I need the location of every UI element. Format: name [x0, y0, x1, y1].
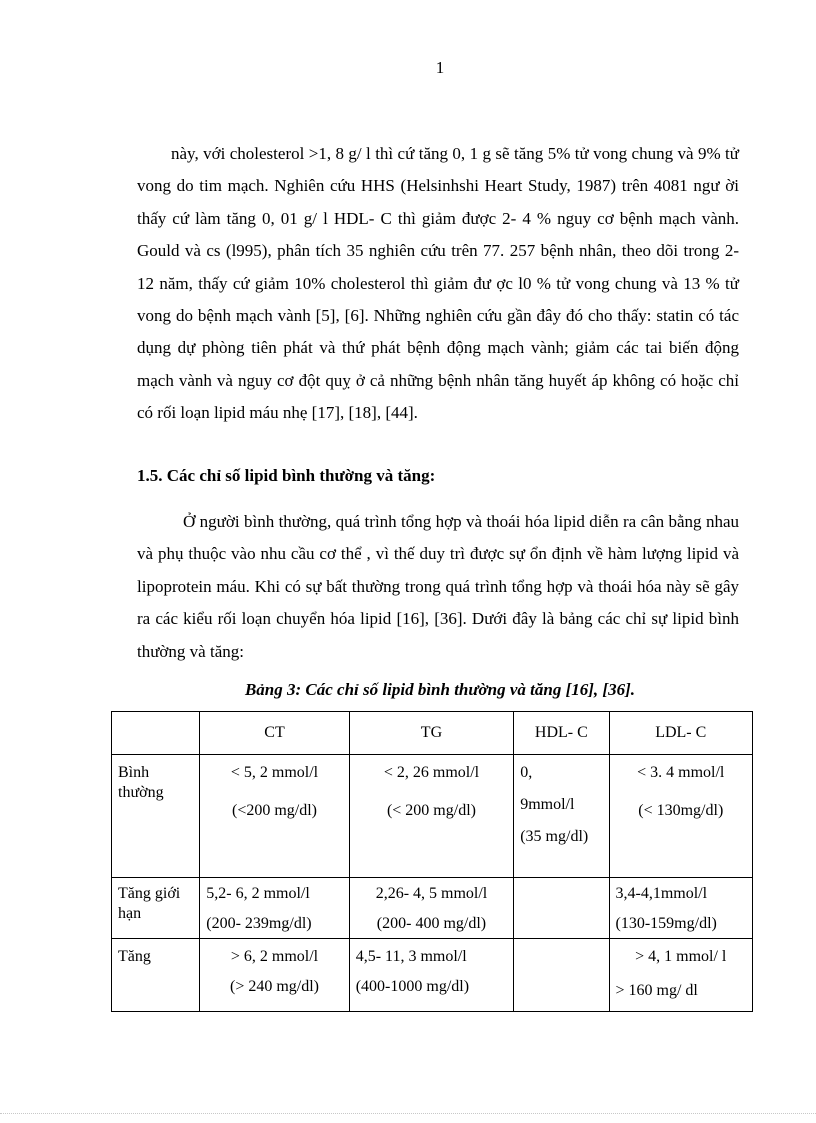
row-label: Bình thường — [112, 755, 200, 878]
cell-tg — [349, 755, 514, 878]
header-cell-hdl: HDL- C — [514, 712, 609, 755]
table-row — [112, 939, 753, 1012]
cell-ldl — [609, 939, 752, 1012]
header-cell-empty — [112, 712, 200, 755]
cell-value: 9mmol/l — [520, 796, 575, 813]
cell-ct — [200, 878, 349, 939]
cell-value: 2,26- 4, 5 mmol/l — [375, 885, 488, 902]
table-caption: Bảng 3: Các chỉ số lipid bình thường và tăng [16], [36]. — [244, 680, 636, 699]
cell-value: 5,2- 6, 2 mmol/l — [206, 885, 310, 902]
page-bottom-rule — [0, 1113, 816, 1114]
table-row — [112, 755, 753, 878]
cell-ldl — [609, 755, 752, 878]
cell-value: (< 130mg/dl) — [638, 802, 724, 819]
cell-value: (35 mg/dl) — [520, 828, 589, 845]
paragraph-2: Ở người bình thường, quá trình tổng hợp và thoái hóa lipid diễn ra cân bằng nhau và phụ thuộc vào nhu cầu cơ thể , vì thế duy trì được sự ổn định về hàm lượng lipid và lipoprotein máu. Khi có sự bất thường trong quá trình tổng hợp và thoái hóa này sẽ gây ra các kiểu rối loạn chuyển hóa lipid [16], [36]. Dưới đây là bảng các chỉ sự lipid bình thường và tăng: — [137, 512, 739, 661]
cell-value: (200- 239mg/dl) — [206, 915, 312, 932]
cell-tg — [349, 878, 514, 939]
header-cell-ldl: LDL- C — [609, 712, 752, 755]
paragraph-1: này, với cholesterol >1, 8 g/ l thì cứ tăng 0, 1 g sẽ tăng 5% tử vong chung và 9% tử vong do tim mạch. Nghiên cứu HHS (Helsinhshi Heart Study, 1987) trên 4081 ngư ời thấy cứ làm tăng 0, 01 g/ l HDL- C thì giảm được 2- 4 % nguy cơ bệnh mạch vành. Gould và cs (l995), phân tích 35 nghiên cứu trên 77. 257 bệnh nhân, theo dõi trong 2- 12 năm, thấy cứ giảm 10% cholesterol thì giảm đư ợc l0 % tử vong chung và 13 % tử vong do bệnh mạch vành [5], [6]. Những nghiên cứu gần đây đó cho thấy: statin có tác dụng dự phòng tiên phát và thứ phát bệnh động mạch vành; giảm các tai biến động mạch vành và nguy cơ đột quỵ ở cả những bệnh nhân tăng huyết áp không có hoặc chỉ có rối loạn lipid máu nhẹ [17], [18], [44]. — [137, 144, 739, 423]
cell-value: < 5, 2 mmol/l — [230, 764, 319, 781]
table-row — [112, 878, 753, 939]
cell-value: (130-159mg/dl) — [615, 915, 717, 932]
row-label: Tăng giới hạn — [112, 878, 200, 939]
cell-value: 3,4-4,1mmol/l — [615, 885, 708, 902]
cell-ldl — [609, 878, 752, 939]
cell-value: (400-1000 mg/dl) — [355, 978, 470, 995]
cell-value: < 3. 4 mmol/l — [637, 764, 725, 781]
cell-value: 0, — [520, 764, 533, 781]
cell-tg — [349, 939, 514, 1012]
cell-ct — [200, 755, 349, 878]
row-label: Tăng — [112, 939, 200, 1012]
cell-value: (< 200 mg/dl) — [386, 802, 476, 819]
cell-value: > 160 mg/ dl — [615, 982, 698, 999]
cell-value: (> 240 mg/dl) — [229, 978, 319, 995]
cell-value: 4,5- 11, 3 mmol/l — [355, 948, 467, 965]
cell-ct — [200, 939, 349, 1012]
header-cell-ct: CT — [200, 712, 349, 755]
section-heading: 1.5. Các chỉ số lipid bình thường và tăng: — [137, 466, 436, 485]
cell-hdl — [514, 878, 609, 939]
cell-value: > 4, 1 mmol/ l — [635, 948, 727, 965]
header-cell-tg: TG — [349, 712, 514, 755]
lipid-index-table — [111, 711, 753, 1012]
table-header-row — [112, 712, 753, 755]
page-number: 1 — [435, 58, 445, 77]
cell-value: < 2, 26 mmol/l — [383, 764, 480, 781]
cell-value: > 6, 2 mmol/l — [230, 948, 319, 965]
cell-hdl — [514, 755, 609, 878]
cell-hdl — [514, 939, 609, 1012]
cell-value: (<200 mg/dl) — [231, 802, 317, 819]
cell-value: (200- 400 mg/dl) — [376, 915, 487, 932]
